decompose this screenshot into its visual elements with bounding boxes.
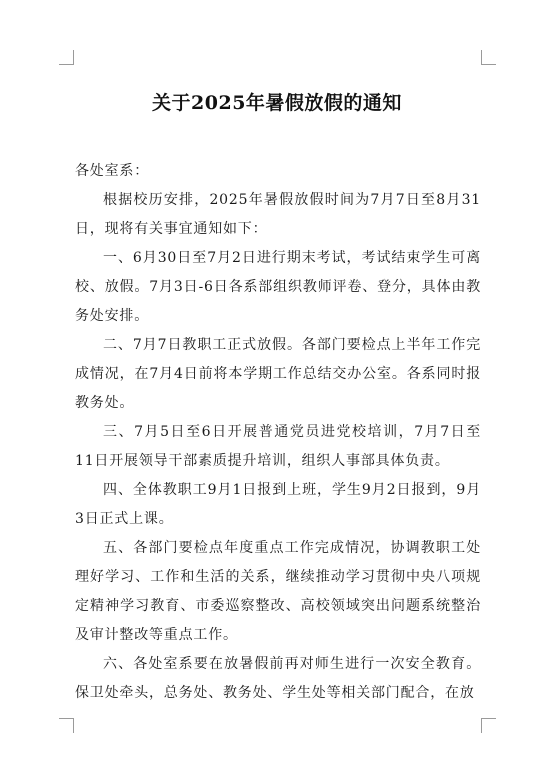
paragraph-item-1: 一、6月30日至7月2日进行期末考试，考试结束学生可离校、放假。7月3日-6日各系部组织教师评卷、登分，具体由教务处安排。 — [75, 250, 481, 324]
crop-mark-bottom-left — [59, 718, 74, 733]
document-title: 关于2025年暑假放假的通知 — [152, 92, 402, 114]
crop-mark-top-right — [481, 50, 496, 65]
document-body — [75, 157, 481, 708]
paragraph-item-6: 六、各处室系要在放暑假前再对师生进行一次安全教育。保卫处牵头，总务处、教务处、学生处等相关部门配合，在放 — [75, 656, 481, 701]
crop-mark-bottom-right — [481, 718, 496, 733]
paragraph-item-4: 四、全体教职工9月1日报到上班，学生9月2日报到，9月3日正式上课。 — [75, 482, 481, 527]
paragraph-intro: 根据校历安排，2025年暑假放假时间为7月7日至8月31日，现将有关事宜通知如下： — [75, 192, 481, 237]
crop-mark-top-left — [59, 50, 74, 65]
paragraph-item-3: 三、7月5日至6日开展普通党员进党校培训，7月7日至11日开展领导干部素质提升培训，组织人事部具体负责。 — [75, 424, 481, 469]
paragraph-item-2: 二、7月7日教职工正式放假。各部门要检点上半年工作完成情况，在7月4日前将本学期工作总结交办公室。各系同时报教务处。 — [75, 337, 481, 411]
paragraph-item-5: 五、各部门要检点年度重点工作完成情况，协调教职工处理好学习、工作和生活的关系，继续推动学习贯彻中央八项规定精神学习教育、市委巡察整改、高校领域突出问题系统整治及审计整改等重点工作。 — [75, 540, 481, 643]
salutation: 各处室系： — [75, 163, 149, 179]
